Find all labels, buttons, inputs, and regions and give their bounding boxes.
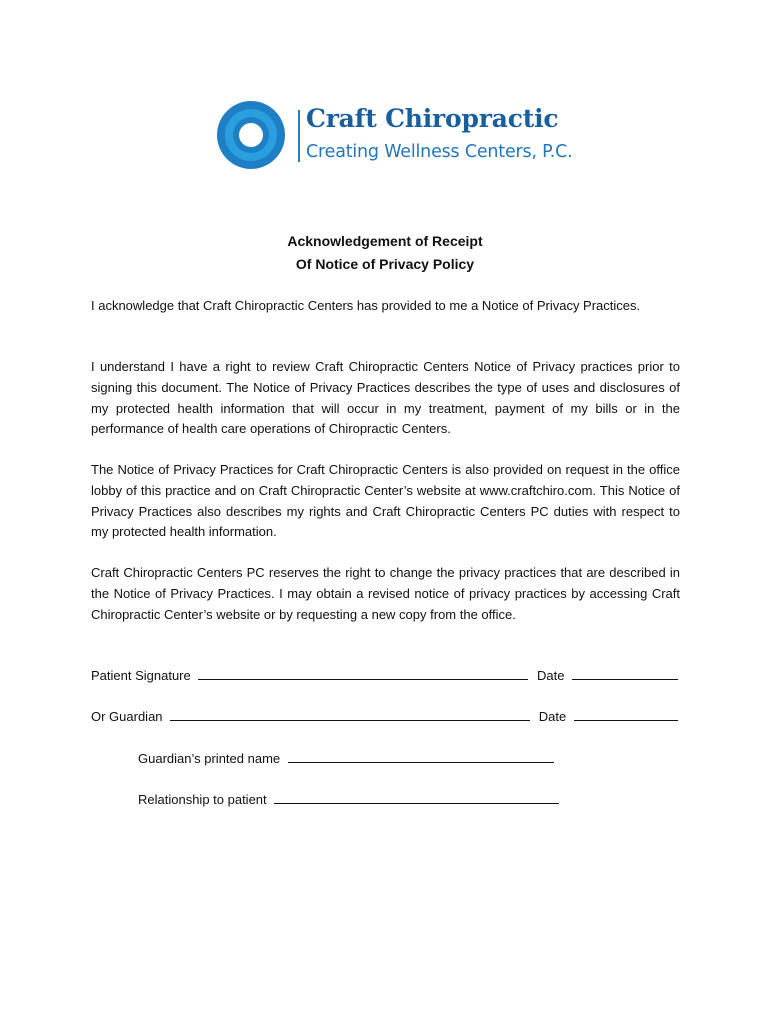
patient-date-line[interactable] [572, 666, 678, 680]
logo-divider [298, 110, 300, 162]
relationship-label: Relationship to patient [138, 792, 267, 807]
logo-ring-icon [216, 100, 286, 170]
document-title-line-1: Acknowledgement of Receipt [287, 233, 483, 249]
paragraph-right-to-review: I understand I have a right to review Craft Chiropractic Centers Notice of Privacy practices prior to signing this document. The Notice of Privacy Practices describes the type of uses and disclosures of my protected health information that will occur in my treatment, payment of my bills or in the performance of health care operations of Chiropractic Centers. [91, 359, 680, 437]
paragraph-acknowledge: I acknowledge that Craft Chiropractic Centers has provided to me a Notice of Privacy Practices. [91, 298, 641, 313]
relationship-row [138, 790, 559, 807]
guardian-date-label: Date [538, 709, 567, 724]
patient-date-label: Date [536, 668, 565, 683]
patient-signature-label: Patient Signature [91, 668, 191, 683]
patient-signature-row [91, 666, 678, 683]
guardian-signature-row [91, 707, 678, 724]
guardian-signature-line[interactable] [170, 707, 530, 721]
guardian-printed-name-label: Guardian’s printed name [138, 751, 281, 766]
logo-name: Craft Chiropractic [306, 104, 559, 133]
guardian-printed-name-line[interactable] [288, 749, 554, 763]
relationship-line[interactable] [274, 790, 559, 804]
guardian-signature-label: Or Guardian [91, 709, 163, 724]
patient-signature-line[interactable] [198, 666, 528, 680]
paragraph-changes: Craft Chiropractic Centers PC reserves the right to change the privacy practices that are described in the Notice of Privacy Practices. I may obtain a revised notice of privacy practices by accessing Craft Chiropractic Center’s website or by requesting a new copy from the office. [91, 565, 680, 622]
document-title-line-2: Of Notice of Privacy Policy [295, 256, 475, 272]
paragraph-availability: The Notice of Privacy Practices for Craft Chiropractic Centers is also provided on request in the office lobby of this practice and on Craft Chiropractic Center’s website at www.craftchiro.com. This Notice of Privacy Practices also describes my rights and Craft Chiropractic Centers PC duties with respect to my protected health information. [91, 462, 680, 540]
logo-tagline: Creating Wellness Centers, P.C. [306, 142, 573, 162]
guardian-date-line[interactable] [574, 707, 678, 721]
company-logo [216, 100, 573, 170]
guardian-printed-name-row [138, 749, 554, 766]
